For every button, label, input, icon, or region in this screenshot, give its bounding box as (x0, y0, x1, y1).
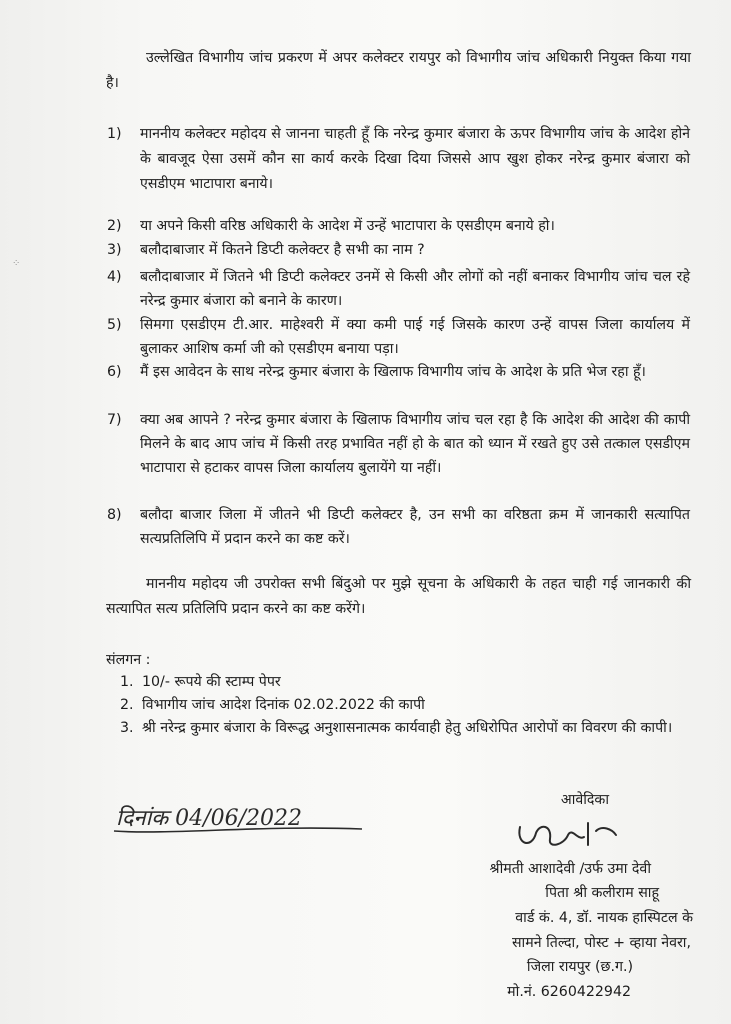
applicant-address-line-2: सामने तिल्दा, पोस्ट + व्हाया नेवरा, (511, 935, 691, 951)
item-text: माननीय कलेक्टर महोदय से जानना चाहती हूँ कि नरेन्द्र कुमार बंजारा के ऊपर विभागीय जांच के आदेश होने के बावजूद ऐसा उसमें कौन सा कार्य करके दिखा दिया जिससे आप खुश होकर नरेन्द्र कुमार बंजारा को एसडीएम भाटापारा बनाये। (140, 126, 690, 192)
applicant-name: श्रीमती आशादेवी /उर्फ उमा देवी (489, 861, 651, 877)
attachment-number: 2. (120, 697, 134, 713)
item-number: 1) (107, 126, 122, 142)
item-text: क्या अब आपने ? नरेन्द्र कुमार बंजारा के खिलाफ विभागीय जांच चल रहा है कि आदेश की आदेश की कापी मिलने के बाद आप जांच में किसी तरह प्रभावित नहीं हो के बात को ध्यान में रखते हुए उसे तत्काल एसडीएम भाटापारा से हटाकर वापस जिला कार्यालय बुलायेंगे या नहीं। (140, 412, 690, 476)
applicant-address-line-1: वार्ड कं. 4, डॉ. नायक हास्पिटल के (515, 910, 693, 926)
handwritten-date-text: दिनांक 04/06/2022 (116, 806, 302, 831)
item-text: या अपने किसी वरिष्ठ अधिकारी के आदेश में उन्हें भाटापारा के एसडीएम बनाये हो। (140, 218, 555, 234)
item-number: 2) (107, 218, 122, 234)
closing-paragraph (106, 572, 691, 622)
intro-paragraph (106, 46, 691, 96)
applicant-label: आवेदिका (560, 792, 609, 808)
item-number: 8) (107, 507, 122, 523)
attachment-number: 1. (120, 674, 134, 690)
attachments-heading: संलगन : (106, 652, 151, 668)
scan-speck: ⁘ (12, 258, 21, 269)
attachment-number: 3. (120, 720, 134, 736)
attachment-text: विभागीय जांच आदेश दिनांक 02.02.2022 की कापी (142, 697, 425, 713)
item-number: 6) (107, 364, 122, 380)
item-text: बलौदाबाजार में जितने भी डिप्टी कलेक्टर उनमें से किसी और लोगों को नहीं बनाकर विभागीय जांच चल रहे नरेन्द्र कुमार बंजारा को बनाने के कारण। (140, 269, 691, 309)
item-text: सिमगा एसडीएम टी.आर. माहेश्वरी में क्या कमी पाई गई जिसके कारण उन्हें वापस जिला कार्यालय में बुलाकर आशिष कर्मा जी को एसडीएम बनाया पड़ा। (140, 317, 690, 357)
item-number: 7) (107, 412, 122, 428)
item-text: बलौदा बाजार जिला में जीतने भी डिप्टी कलेक्टर है, उन सभी का वरिष्ठता क्रम में जानकारी सत्यापित सत्यप्रतिलिपि में प्रदान करने का कष्ट करें। (140, 507, 690, 547)
item-text: मैं इस आवेदन के साथ नरेन्द्र कुमार बंजारा के खिलाफ विभागीय जांच के आदेश के प्रति भेज रहा हूँ। (140, 364, 646, 380)
applicant-district: जिला रायपुर (छ.ग.) (526, 959, 633, 975)
applicant-father: पिता श्री कलीराम साहू (545, 885, 659, 901)
attachment-text: 10/- रूपये की स्टाम्प पेपर (142, 674, 281, 690)
item-number: 3) (107, 242, 122, 258)
attachment-text: श्री नरेन्द्र कुमार बंजारा के विरूद्ध अनुशासनात्मक कार्यवाही हेतु अधिरोपित आरोपों का विवरण की कापी। (142, 720, 673, 736)
handwritten-date (112, 795, 372, 845)
closing-text: माननीय महोदय जी उपरोक्त सभी बिंदुओ पर मुझे सूचना के अधिकारी के तहत चाही गई जानकारी की सत्यापित सत्य प्रतिलिपि प्रदान करने का कष्ट करेंगे। (106, 576, 691, 617)
signature-image (512, 815, 622, 855)
list-item-1 (107, 122, 692, 197)
item-number: 4) (107, 269, 122, 285)
item-number: 5) (107, 317, 122, 333)
item-text: बलौदाबाजार में कितने डिप्टी कलेक्टर है सभी का नाम ? (140, 242, 425, 258)
applicant-mobile: मो.नं. 6260422942 (507, 984, 631, 1000)
intro-text: उल्लेखित विभागीय जांच प्रकरण में अपर कलेक्टर रायपुर को विभागीय जांच अधिकारी नियुक्त किया गया है। (106, 50, 691, 91)
